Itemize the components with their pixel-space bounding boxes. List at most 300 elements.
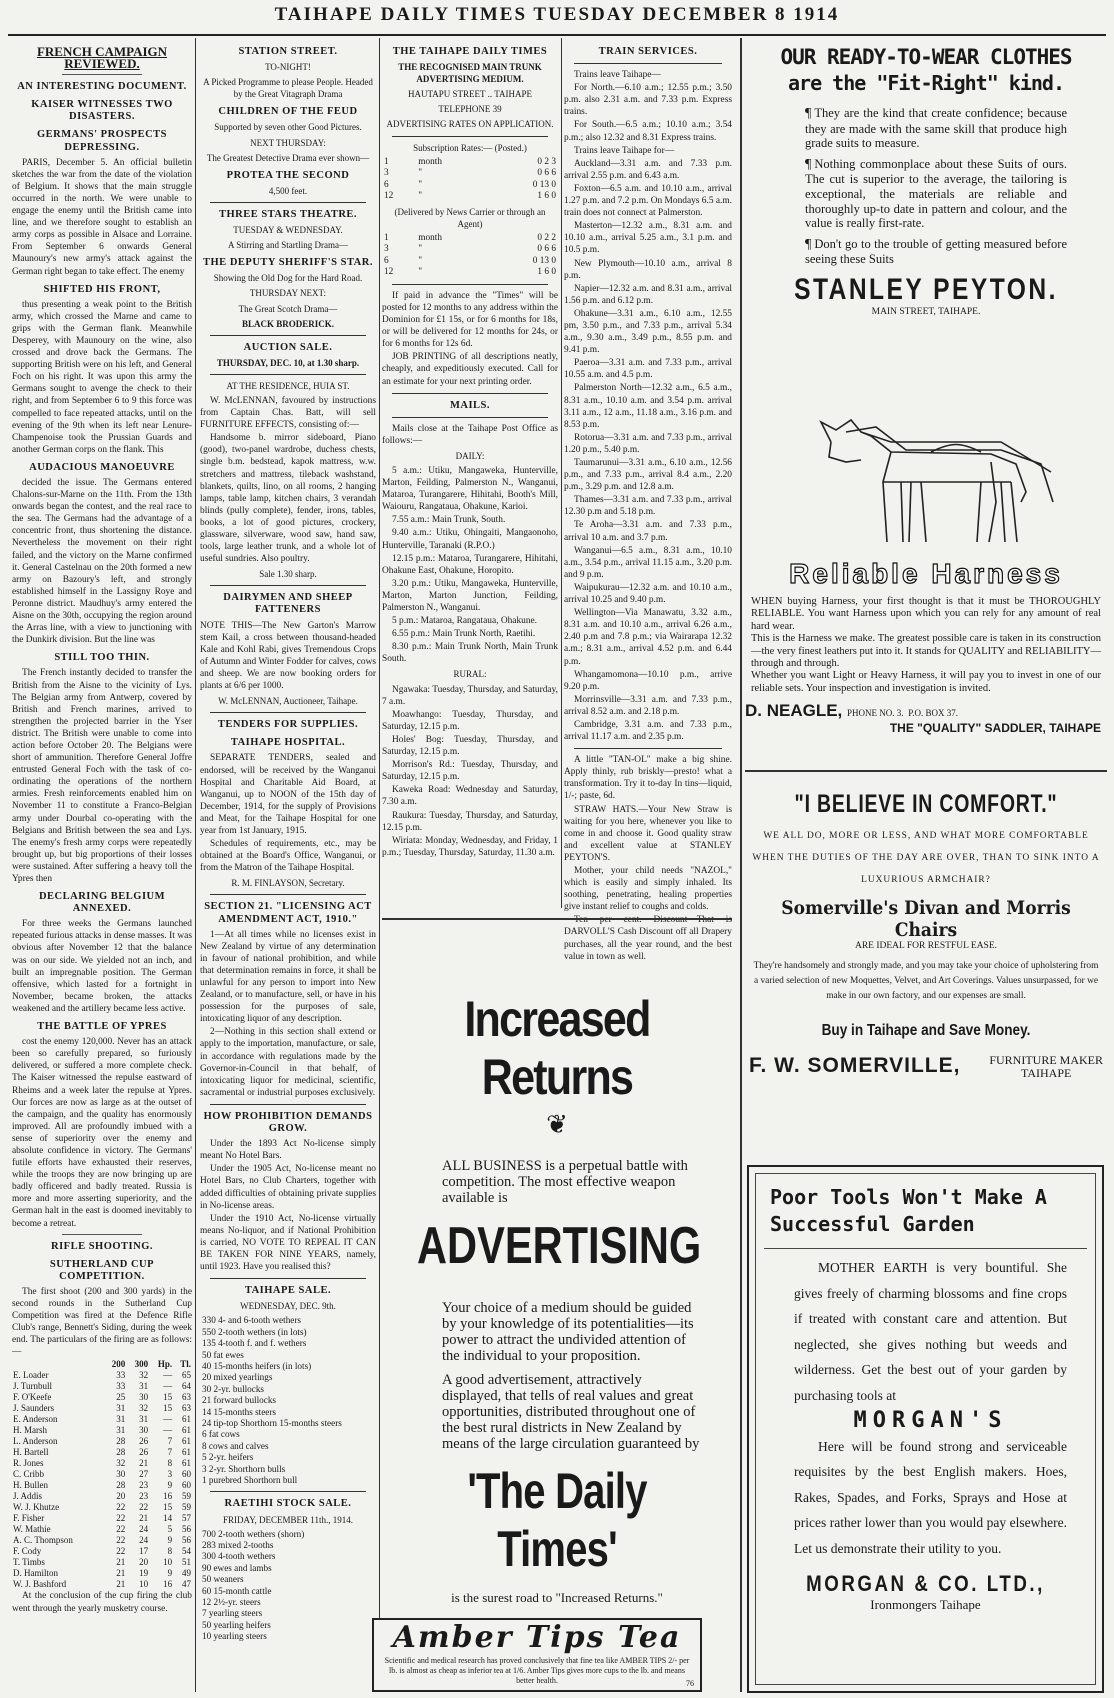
notice-heading: AUCTION SALE.	[243, 341, 333, 353]
horse-icon	[791, 402, 1061, 552]
list-item: 30 2-yr. bullocks	[202, 1383, 265, 1394]
table-row	[12, 1480, 192, 1491]
article-paragraph: thus presenting a weak point to the British army, which crossed the Marne and came to grips with the German flank. Meanwhile Desperey, with Maunoury on the wine, also crossed and drove back the Germans. The supporting British were on his left, and General Foch on his right. It was upon this army the Germans sought to avenge the check to their right, and from September 6 to 9 this force was compelled to face repeated attacks, until on the evening of the 9th when its left near Lenure-Champenoise took the Prussian Guards and another German corps on the flank. This	[12, 299, 192, 455]
notice-line: WEDNESDAY, DEC. 9th.	[240, 1301, 336, 1312]
ad-paragraph: Whether you want Light or Heavy Harness, it will pay you to invest in one of our reliable sets. Your inspection and investigation is invited.	[751, 670, 1101, 694]
train-entry: Wanganui—6.5 a.m., 8.31 a.m., 10.10 a.m., 3.54 p.m., arrival 11.15 a.m., 3.20 p.m. and 9 p.m.	[564, 545, 732, 580]
table-cell: 22	[116, 1502, 126, 1513]
table-row	[12, 1568, 192, 1579]
ad-paragraph: MOTHER EARTH is very bountiful. She gives freely of charming blossoms and fine crops if treated with constant care and attention. But neglected, she gives nothing but weeds and wilderness. Get the best out of your garden by purchasing tools at	[794, 1260, 1067, 1403]
table-cell: 21	[116, 1557, 126, 1568]
table-cell: 56	[182, 1524, 191, 1535]
article-paragraph: The French instantly decided to transfer the British from the Aisne to the vicinity of Lys. The Belgian army from Antwerp, covered by British and French marines, arrived to strengthen the projected barrier in the Yser district. The British were unable to come into action before October 20. The Belgians were short of ammunition. Therefore General Joffre entrusted General Foch with the task of co-ordinating the operations of the northern armies. Fresh reinforcements enabled him on November 11 to constitute a Franco-Belgian army under Dourbal co-operating with the Belgians and British between the sea and Lys. The enemy's fresh army corps were repeatedly brought up, but big proportions of their losses were sustained. After suffering a heavy toll the Ypres then	[12, 668, 192, 884]
table-cell: J. Saunders	[13, 1403, 54, 1414]
mail-entry: Wiriata: Monday, Wednesday, and Friday, 1 p.m.; Tuesday, Thursday, Saturday, 11.30 a.m.	[382, 835, 558, 858]
article-paragraph: PARIS, December 5. An official bulletin sketches the war from the date of the violation of Belgium. It shows that the main struggle occurred in the north. We were unable to engage the enemy until the British came into line, and we therefore sought to establish an army corps as possible in Alsace and Lorraine. From September 6 onwards General Maunoury's new army's attack against the German right began to take effect. The enemy	[12, 157, 192, 277]
mail-entry: 8.30 p.m.: Main Trunk North, Main Trunk South.	[382, 642, 558, 665]
table-cell: E. Anderson	[13, 1414, 58, 1425]
notice-heading: TENDERS FOR SUPPLIES.	[217, 719, 359, 731]
ad-town: TAIHAPE	[1020, 1066, 1072, 1080]
table-cell: 63	[182, 1392, 191, 1403]
table-cell: 20	[116, 1491, 126, 1502]
crosshead: THE BATTLE OF YPRES	[37, 1021, 167, 1033]
mail-entry: Morrison's Rd.: Tuesday, Thursday, and Saturday, 12.15 p.m.	[382, 760, 558, 783]
ad-paragraph: They're handsomely and strongly made, and you may take your choice of upholstering from a varied selection of new Moquettes, Velvet, and Art Coverings. Values unsurpassed, for we make in our own factory, and our expenses are small.	[753, 961, 1099, 1001]
table-cell: 1 6 0	[537, 267, 556, 278]
notice-line: THURSDAY, DEC. 10, at 1.30 sharp.	[216, 357, 360, 368]
mail-entry: 6.55 p.m.: Main Trunk North, Raetihi.	[392, 629, 536, 640]
table-row	[382, 256, 558, 268]
stanley-peyton-ad	[745, 44, 1107, 394]
table-row	[12, 1546, 192, 1557]
notice-line: FRIDAY, DECEMBER 11th., 1914.	[223, 1514, 353, 1525]
list-item: 90 ewes and lambs	[202, 1562, 272, 1573]
table-cell: 3	[384, 244, 389, 255]
ad-paragraph: A good advertisement, attractively displayed, that tells of real values and great opportunities, distributed throughout one of the best rural districts in New Zealand by means of the large circulation guaranteed by	[442, 1372, 700, 1452]
ad-title: Increased Returns	[464, 991, 650, 1105]
ad-company-name: MORGAN & CO. LTD.,	[806, 1571, 1045, 1596]
ad-trade: Ironmongers Taihape	[870, 1597, 981, 1612]
pilcrow-icon: ¶	[805, 236, 812, 252]
table-cell: 17	[139, 1546, 149, 1557]
train-entry: Ohakune—3.31 a.m., 6.10 a.m., 12.55 pm, 3.50 p.m., and 7.33 p.m., arrival 5.34 a.m., 9.30 a.m., 3.49 p.m., 8.55 p.m. and 9.41 p.m.	[564, 308, 732, 356]
table-cell: 15	[163, 1502, 173, 1513]
list-item: 24 tip-top Shorthorn 15-months steers	[202, 1418, 342, 1428]
train-entry: Palmerston North—12.32 a.m., 6.5 a.m., 8.31 a.m., 10.10 a.m. and 3.54 p.m. arrival 3.11 a.m., 12 a.m., 11.18 a.m., 3.16 p.m. and 8.53 p.m.	[564, 383, 732, 430]
mail-entry: 7.55 a.m.: Main Trunk, South.	[392, 515, 506, 526]
table-cell: 61	[182, 1414, 191, 1425]
table-cell: 0 2 2	[537, 232, 556, 243]
notice-line: Sale 1.30 sharp.	[259, 569, 317, 580]
table-cell: Tl.	[180, 1359, 191, 1370]
train-entry: Trains leave Taihape—	[574, 70, 661, 81]
list-item: 7 yearling steers	[202, 1608, 263, 1619]
headline: FRENCH CAMPAIGN REVIEWED.	[36, 44, 168, 72]
list-item: 40 15-months heifers (in lots)	[202, 1360, 312, 1371]
ad-title: Amber Tips Tea	[392, 1620, 682, 1655]
table-cell: 1 6 0	[537, 191, 556, 202]
table-cell: 64	[182, 1381, 191, 1392]
notice-line: HAUTAPU STREET .. TAIHAPE	[408, 89, 532, 100]
table-row	[12, 1414, 192, 1425]
subheadline: SUTHERLAND CUP COMPETITION.	[49, 1258, 155, 1282]
notice-heading: STATION STREET.	[238, 46, 338, 57]
table-cell: 7	[167, 1447, 173, 1458]
increased-returns-ad	[382, 918, 732, 1688]
table-row	[12, 1469, 192, 1480]
table-cell: T. Timbs	[13, 1557, 45, 1568]
table-cell: 63	[182, 1403, 191, 1414]
notice-line: TELEPHONE 39	[438, 104, 502, 115]
table-cell: 57	[182, 1513, 191, 1524]
stock-list	[200, 1529, 376, 1643]
crosshead: DECLARING BELGIUM ANNEXED.	[38, 891, 166, 915]
table-cell: J. Turnbull	[13, 1381, 53, 1392]
column-rule	[195, 38, 196, 1692]
ad-po-box: P.O. BOX 37.	[908, 708, 959, 719]
crosshead: STILL TOO THIN.	[54, 652, 150, 664]
ad-business-name: D. NEAGLE,	[745, 701, 843, 721]
table-cell: F. O'Keefe	[13, 1392, 52, 1403]
train-entry: Rotorua—3.31 a.m. and 7.33 p.m., arrival 1.20 p.m., 5.40 p.m.	[564, 432, 732, 455]
table-row	[12, 1381, 192, 1392]
table-cell: "	[418, 267, 423, 278]
notice-heading: SECTION 21. "LICENSING ACT AMENDMENT ACT, 1910."	[204, 901, 372, 925]
table-cell: 51	[182, 1557, 191, 1568]
list-item: 3 2-yr. Shorthorn bulls	[202, 1463, 286, 1474]
ad-headline: Poor Tools Won't Make A Successful Garden	[770, 1185, 1047, 1236]
list-item: 21 forward bullocks	[202, 1395, 276, 1406]
ad-business-line	[745, 701, 1107, 721]
table-cell: H. Marsh	[13, 1425, 47, 1436]
table-cell: 22	[116, 1524, 126, 1535]
pilcrow-icon: ¶	[805, 156, 812, 172]
table-cell: 9	[167, 1568, 173, 1579]
mail-entry: 5 a.m.: Utiku, Mangaweka, Hunterville, Marton, Feilding, Palmerston N., Wanganui, Mataroa, Turangarere, Hihitahi, Booth's Mill, Waiouru, Rangataua, Ohakune, Karioi.	[382, 465, 558, 513]
list-item: 50 fat ewes	[202, 1349, 244, 1360]
table-row	[382, 180, 558, 192]
list-item: 135 4-tooth f. and f. wethers	[202, 1338, 307, 1349]
ad-business-name: STANLEY PEYTON.	[794, 272, 1058, 306]
table-cell: "	[418, 191, 423, 202]
notice-line: 4,500 feet.	[268, 185, 308, 196]
table-cell: 23	[139, 1491, 149, 1502]
table-cell: 24	[139, 1535, 149, 1546]
table-row	[12, 1392, 192, 1403]
film-title: THE DEPUTY SHERIFF'S STAR.	[203, 257, 373, 269]
train-entry: Napier—12.32 a.m. and 8.31 a.m., arrival 1.56 p.m. and 6.12 p.m.	[564, 283, 732, 306]
ad-business-name: F. W. SOMERVILLE,	[749, 1054, 961, 1077]
ad-paragraph: Nothing commonplace about these Suits of ours. The cut is superior to the average, the tailoring is exceptional, the materials are reliable and thoroughly up-to date in pattern and colour, and the value is really first-rate.	[805, 156, 1067, 231]
notice-heading: TAIHAPE SALE.	[244, 1285, 332, 1297]
film-title: CHILDREN OF THE FEUD	[218, 106, 358, 118]
notice-signature: W. McLENNAN, Auctioneer, Taihape.	[218, 696, 358, 707]
table-cell: 1	[384, 156, 389, 167]
notice-heading: RAETIHI STOCK SALE.	[224, 1498, 352, 1510]
train-entry: Thames—3.31 a.m. and 7.33 p.m., arrival 12.30 p.m and 5.18 p.m.	[564, 495, 732, 518]
notice-line: NEXT THURSDAY:	[250, 137, 326, 148]
ad-headline: Reliable Harness	[789, 558, 1063, 589]
table-row	[12, 1458, 192, 1469]
ad-paragraph: Here will be found strong and serviceable requisites by the best English makers. Hoes, Rakes, Spades, and Forks, Sprays and Hose at prices rather lower than you would pay elsewhere. Let us demonstrate their utility to you.	[794, 1438, 1067, 1556]
table-cell: 31	[116, 1403, 126, 1414]
table-row	[12, 1425, 192, 1436]
table-cell: 28	[116, 1447, 126, 1458]
list-item: 330 4- and 6-tooth wethers	[202, 1315, 301, 1326]
article-paragraph: At the conclusion of the cup firing the club went through the yearly musketry course.	[12, 1591, 192, 1614]
table-cell: 21	[116, 1568, 126, 1579]
table-cell: 21	[139, 1513, 149, 1524]
table-row	[12, 1502, 192, 1513]
table-cell: 200	[111, 1359, 126, 1370]
table-cell: 5	[167, 1524, 173, 1535]
notice-paragraph: NOTE THIS—The New Garton's Marrow stem Kail, a cross between thousand-headed Kale and Kohl Rabi, gives Tremendous Crops of Autumn and Winter Fodder for calves, cows and sheep. We are now booking orders for plants at 6/6 per 1000.	[200, 620, 376, 692]
train-entry: Te Aroha—3.31 a.m. and 7.33 p.m., arrival 10 a.m. and 3.7 p.m.	[564, 520, 732, 543]
ad-headline: "I BELIEVE IN COMFORT."	[794, 790, 1058, 818]
table-cell: A. C. Thompson	[13, 1535, 73, 1546]
notice-line: The Great Scotch Drama—	[238, 303, 338, 314]
column-paper-info	[382, 40, 558, 910]
table-cell: 33	[116, 1370, 126, 1381]
table-cell: 26	[139, 1447, 149, 1458]
table-cell: 21	[116, 1579, 126, 1590]
table-cell: 59	[182, 1502, 191, 1513]
table-cell: Hp.	[157, 1359, 173, 1370]
list-item: 10 yearling steers	[202, 1631, 267, 1642]
table-cell: 0 13 0	[532, 179, 556, 190]
notice-paragraph: W. McLENNAN, favoured by instructions from Captain Chas. Batt, will sell FURNITURE EFFECTS, consisting of:—	[200, 395, 376, 431]
table-cell: 10	[139, 1579, 149, 1590]
table-cell: 15	[163, 1392, 173, 1403]
small-ad: Mother, your child needs "NAZOL," which is easily and simply inhaled. Its soothing, penetrating, healing properties give instant relief to coughs and colds.	[564, 866, 732, 913]
table-cell: 61	[182, 1425, 191, 1436]
ad-business-name: MORGAN'S	[853, 1408, 1008, 1433]
table-cell: 15	[163, 1403, 173, 1414]
subheadline: AN INTERESTING DOCUMENT.	[17, 81, 187, 93]
table-cell: 6	[384, 255, 389, 266]
ad-slogan: Buy in Taihape and Save Money.	[821, 1022, 1031, 1039]
notice-heading: MAILS.	[449, 399, 491, 411]
table-row	[12, 1436, 192, 1447]
list-item: 5 2-yr. heifers	[202, 1452, 254, 1463]
ad-paragraph: Your choice of a medium should be guided by your knowledge of its potentialities—its power to attract the undivided attention of the individual to your proposition.	[442, 1300, 694, 1364]
rates-table	[382, 233, 558, 279]
ad-tagline: ARE IDEAL FOR RESTFUL EASE.	[854, 941, 998, 951]
table-cell: 3	[167, 1469, 173, 1480]
notice-line: DAILY:	[455, 450, 485, 461]
notice-line: Subscription Rates:— (Posted.)	[413, 142, 527, 153]
table-cell: 6	[384, 179, 389, 190]
table-row	[12, 1447, 192, 1458]
notice-paragraph: JOB PRINTING of all descriptions neatly, cheaply, and expeditiously executed. Call for an estimate for your next printing order.	[382, 352, 558, 387]
notice-paragraph: Under the 1905 Act, No-license meant no Hotel Bars, no Club Charters, together with added difficulties of obtaining private supplies in No-license areas.	[200, 1164, 376, 1211]
ad-paragraph: WE ALL DO, MORE OR LESS, AND WHAT MORE COMFORTABLE WHEN THE DUTIES OF THE DAY ARE OVER, THAN TO SINK INTO A LUXURIOUS ARMCHAIR?	[752, 831, 1100, 885]
score-table	[12, 1359, 192, 1590]
mail-entry: 3.20 p.m.: Utiku, Mangaweka, Hunterville, Marton, Marton Junction, Feilding, Palmerston N., Wanganui.	[382, 578, 558, 613]
stock-list	[200, 1315, 376, 1486]
column-trains	[564, 40, 732, 962]
notice-paragraph: SEPARATE TENDERS, sealed and endorsed, will be received by the Wanganui Hospital and Charitable Aid Board, at Wanganui, up to NOON of the 15th day of December, 1914, for the supply of Provisions and Meat, for the Taihape Hospital for one year from 1st January, 1915.	[200, 753, 376, 836]
small-ad: A little "TAN-OL" make a big shine. Apply thinly, rub briskly—presto! what a transformation. Try it to-day In tins—liquid, 1/-; paste, 6d.	[564, 755, 732, 802]
table-cell: 8	[167, 1546, 173, 1557]
notice-line: TUESDAY & WEDNESDAY.	[233, 225, 343, 236]
article-paragraph: cost the enemy 120,000. Never has an attack been so carefully prepared, so furiously delivered, or suffered a more complete check. The Kaiser witnessed the repulse eastward of Rheims and a week later the repulse at Ypres. Our forces are now as large as at the outset of the campaign, and the quality has enormously improved. All are profoundly imbued with a sense of superiority over the enemy and absolute confidence in victory. The Germans' futile efforts have exhausted their reserves, while the troops they are now bringing up are badly officered and badly treated. Russia is more and more asserting superiority, and the German halt in the east is doomed inevitably to become a retreat.	[12, 1037, 192, 1229]
article-paragraph: For three weeks the Germans launched repeated furious attacks in dense masses. It was obvious after November 12 that the balance was on our side. We yielded not an inch, and built an impregnable position. The German offensive, which lasted for a fortnight in November, became broken, the attacks weakened and the artillery became less active.	[12, 919, 192, 1014]
train-entry: For South.—6.5 a.m.; 10.10 a.m.; 3.54 p.m.; also 12.32 and 8.31 Express trains.	[564, 120, 732, 143]
subheadline: KAISER WITNESSES TWO DISASTERS.	[31, 99, 173, 123]
table-cell: "	[418, 168, 423, 179]
table-cell: 0 6 6	[537, 168, 556, 179]
table-cell: 30	[139, 1425, 149, 1436]
table-cell: 31	[139, 1381, 149, 1392]
table-cell: F. Fisher	[13, 1513, 45, 1524]
table-cell: 28	[116, 1436, 126, 1447]
notice-line: ADVERTISING RATES ON APPLICATION.	[386, 119, 554, 130]
table-cell: 31	[116, 1414, 126, 1425]
ad-trade: FURNITURE MAKER	[989, 1053, 1103, 1067]
table-cell: 9	[167, 1535, 173, 1546]
table-cell: 60	[182, 1469, 191, 1480]
notice-line: THE RECOGNISED MAIN TRUNK ADVERTISING MEDIUM.	[398, 62, 542, 85]
morgan-ad	[747, 1165, 1104, 1693]
column-rule	[561, 38, 562, 908]
table-cell: 27	[139, 1469, 149, 1480]
column-notices	[200, 40, 376, 1690]
film-title: PROTEA THE SECOND	[226, 169, 350, 181]
table-cell: L. Anderson	[13, 1436, 58, 1447]
table-row	[12, 1557, 192, 1568]
mail-entry: 9.40 a.m.: Utiku, Ohingaiti, Mangaonoho, Hunterville, Taranaki (R.P.O.)	[382, 528, 558, 551]
crosshead: SHIFTED HIS FRONT,	[43, 283, 161, 295]
notice-paragraph: 2—Nothing in this section shall extend or apply to the importation, manufacture, or sale, in accordance with regulations made by the Governor-in-Council in that behalf, of intoxicating liquor for medicinal, scientific, sacramental or industrial purposes exclusively.	[200, 1027, 376, 1098]
table-cell: W. Mathie	[13, 1524, 51, 1535]
table-row	[12, 1524, 192, 1535]
article-paragraph: The first shoot (200 and 300 yards) in the second rounds in the Sutherland Cup Competition was fired at the Defence Rifle Club's range, Bennett's Siding, during the week end. The particulars of the firing are as follows:—	[12, 1286, 192, 1358]
list-item: 14 15-months steers	[202, 1406, 277, 1417]
table-cell: —	[163, 1425, 173, 1436]
notice-paragraph: Schedules of requirements, etc., may be obtained at the Board's Office, Wanganui, or from the Matron of the Taihape Hospital.	[200, 839, 376, 874]
table-cell: 47	[182, 1579, 191, 1590]
table-cell: 61	[182, 1447, 191, 1458]
table-cell: 56	[182, 1535, 191, 1546]
table-cell: 59	[182, 1491, 191, 1502]
small-ad: STRAW HATS.—Your New Straw is waiting for you here, whenever you like to come in and choose it. Good quality straw and excellent value at STANLEY PEYTON'S.	[564, 804, 732, 863]
list-item: 550 2-tooth wethers (in lots)	[202, 1326, 307, 1337]
notice-line: Showing the Old Dog for the Hard Road.	[213, 273, 363, 284]
notice-paragraph: Mails close at the Taihape Post Office as follows:—	[382, 423, 558, 446]
rates-table	[382, 157, 558, 203]
list-item: 50 weaners	[202, 1574, 244, 1585]
mail-entry: Holes' Bog: Tuesday, Thursday, and Saturday, 12.15 p.m.	[382, 734, 558, 758]
table-row	[382, 168, 558, 180]
ad-headline: 'The Daily Times'	[467, 1463, 647, 1577]
table-cell: R. Jones	[13, 1458, 44, 1469]
ornament-icon: ❦	[546, 1110, 568, 1139]
table-cell: 22	[116, 1513, 126, 1524]
list-item: 12 2½-yr. steers	[202, 1597, 261, 1608]
table-cell: H. Bullen	[13, 1480, 48, 1491]
notice-line: A Picked Programme to please People. Headed by the Great Vitagraph Drama	[203, 77, 373, 100]
list-item: 50 yearling heifers	[202, 1619, 271, 1630]
ad-address: MAIN STREET, TAIHAPE.	[871, 306, 981, 317]
column-war-news	[12, 40, 192, 1690]
list-item: 700 2-tooth wethers (shorn)	[202, 1528, 305, 1539]
table-row	[382, 267, 558, 279]
notice-paragraph: Under the 1910 Act, No-license virtually means No-liquor, and if National Prohibition is carried, NO VOTE TO REPEAL IT CAN BE TAKEN FOR NINE YEARS, namely, until 1923. Have you realised this?	[200, 1213, 376, 1273]
list-item: 60 15-month cattle	[202, 1585, 272, 1596]
ad-paragraph: This is the Harness we make. The greatest possible care is taken in its construction—the very finest leathers put into it. It stands for QUALITY and RELIABILITY—through and through.	[751, 633, 1101, 670]
table-cell: 65	[182, 1370, 191, 1381]
film-title: BLACK BRODERICK.	[241, 318, 334, 329]
table-cell: 32	[116, 1458, 126, 1469]
headline: RIFLE SHOOTING.	[50, 1240, 154, 1252]
table-row	[382, 244, 558, 256]
table-cell: 32	[139, 1370, 149, 1381]
notice-heading: DAIRYMEN AND SHEEP FATTENERS	[223, 592, 353, 616]
table-cell: 54	[182, 1546, 191, 1557]
masthead-rule	[8, 34, 1106, 36]
table-cell: 20	[139, 1557, 149, 1568]
notice-heading: HOW PROHIBITION DEMANDS GROW.	[203, 1110, 373, 1135]
harness-ad	[745, 394, 1107, 764]
table-cell: 23	[139, 1480, 149, 1491]
table-cell: D. Hamilton	[13, 1568, 58, 1579]
train-entry: Taumarunui—3.31 a.m., 6.10 a.m., 12.56 p.m., and 7.33 p.m., arrival 8.4 a.m., 2.20 p.m., 3.29 p.m. and 12.8 a.m.	[564, 458, 732, 493]
table-cell: —	[163, 1370, 173, 1381]
table-cell: H. Bartell	[13, 1447, 49, 1458]
table-cell: 16	[163, 1491, 173, 1502]
masthead: TAIHAPE DAILY TIMES TUESDAY DECEMBER 8 1914	[274, 4, 840, 25]
notice-signature: R. M. FINLAYSON, Secretary.	[231, 878, 345, 889]
column-rule	[740, 38, 742, 1692]
ad-paragraph: WHEN buying Harness, your first thought is that it must be THOROUGHLY RELIABLE. You want Harness upon which you can rely for any amount of real hard wear.	[751, 596, 1101, 632]
table-cell: 22	[116, 1546, 126, 1557]
table-cell: 7	[167, 1436, 173, 1447]
train-entry: Paeroa—3.31 a.m. and 7.33 p.m., arrival 10.55 a.m. and 4.5 p.m.	[564, 358, 732, 381]
table-cell: 12	[384, 267, 394, 278]
table-cell: 14	[163, 1513, 173, 1524]
table-cell: 16	[163, 1579, 173, 1590]
table-cell: 61	[182, 1458, 191, 1469]
table-row	[382, 191, 558, 203]
ad-headline: ADVERTISING	[417, 1217, 702, 1275]
list-item: 20 mixed yearlings	[202, 1372, 273, 1383]
table-row	[12, 1359, 192, 1370]
notice-line: THURSDAY NEXT:	[249, 288, 327, 299]
table-cell: 0 2 3	[537, 156, 556, 167]
table-row	[12, 1403, 192, 1414]
mail-entry: 12.15 p.m.: Mataroa, Turangarere, Hihitahi, Ohakune East, Ohakune, Horopito.	[382, 553, 558, 576]
list-item: 8 cows and calves	[202, 1440, 269, 1451]
train-entry: Foxton—6.5 a.m. and 10.10 a.m., arrival 1.27 p.m. and 7.2 p.m. On Mondays 6.5 a.m. train does not connect at Palmerston.	[564, 183, 732, 219]
table-cell: 26	[139, 1436, 149, 1447]
table-cell: 22	[139, 1502, 149, 1513]
ad-paragraph: ALL BUSINESS is a perpetual battle with competition. The most effective weapon available is	[442, 1158, 688, 1206]
table-cell: "	[418, 179, 423, 190]
table-cell: 0 13 0	[532, 255, 556, 266]
table-cell: 61	[182, 1436, 191, 1447]
table-cell: 3	[384, 168, 389, 179]
article-paragraph: decided the issue. The Germans entered Chalons-sur-Marne on the 11th. From the 13th onwards began the contest, and the real race to the sea. The Germans had the advantage of a concentric front, thus shortening the distance. Nevertheless the movement on their right failed, and the victory on the Marne confirmed it. General Castelnau on the 20th formed a new army on Bazoury's left, and strongly established himself in the Lassigny Roye and Peronne district. Maudhuy's army entered the Aisne on the 30th, occupying the region around the Arras line, with a view to junctioning with the Dunkirk division. But the line was	[12, 478, 192, 646]
small-ad: Ten per cent. Discount—That is DARVOLL'S Cash Discount off all Drapery purchases, all the year round, and the best value in town as well.	[564, 915, 732, 962]
table-cell: 0 6 6	[537, 244, 556, 255]
table-cell: —	[163, 1381, 173, 1392]
table-cell: E. Loader	[13, 1370, 49, 1381]
table-row	[12, 1370, 192, 1381]
train-entry: Trains leave Taihape for—	[574, 145, 675, 156]
table-row	[12, 1491, 192, 1502]
table-cell: J. Addis	[13, 1491, 43, 1502]
notice-line: Supported by seven other Good Pictures.	[214, 122, 362, 133]
notice-line: (Delivered by News Carrier or through an Agent)	[394, 206, 546, 229]
table-cell: W. J. Bashford	[13, 1579, 67, 1590]
ad-paragraph: Scientific and medical research has proved conclusively that fine tea like AMBER TIPS 2/- per lb. is almost as cheap as inferior tea at 1/6. Amber Tips gives more cups to the lb. and means better health.	[384, 1656, 690, 1685]
table-row	[382, 157, 558, 169]
subheadline: GERMANS' PROSPECTS DEPRESSING.	[36, 129, 168, 153]
crosshead: AUDACIOUS MANOEUVRE	[29, 461, 175, 473]
table-cell: 19	[139, 1568, 149, 1579]
table-cell: 8	[167, 1458, 173, 1469]
amber-tips-ad	[372, 1618, 702, 1692]
ad-footer: is the surest road to "Increased Returns."	[451, 1590, 663, 1605]
notice-line: The Greatest Detective Drama ever shown—	[206, 152, 370, 163]
table-cell: 30	[139, 1392, 149, 1403]
mail-entry: Raukura: Tuesday, Thursday, and Saturday, 12.15 p.m.	[382, 810, 558, 833]
list-item: 6 fat cows	[202, 1429, 240, 1440]
ad-headline: Somerville's Divan and Morris Chairs	[781, 897, 1071, 941]
notice-line: RURAL:	[453, 669, 487, 680]
table-row	[382, 233, 558, 245]
